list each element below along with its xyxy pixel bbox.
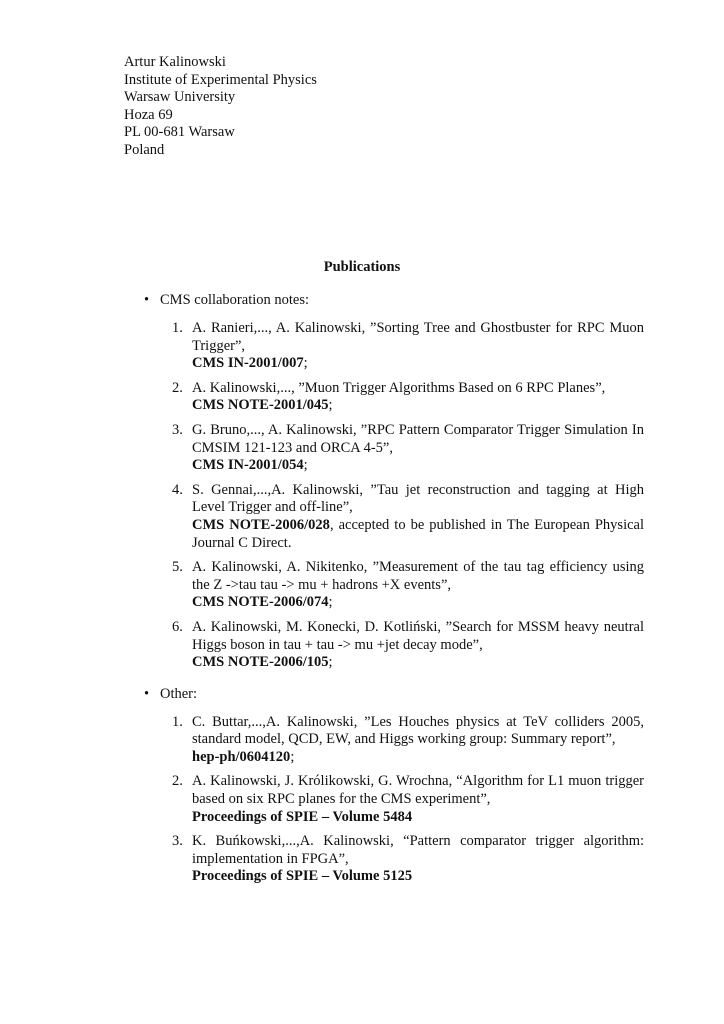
item-suffix: , accepted to be published in The European Physical Journal C Direct. bbox=[192, 516, 644, 551]
item-reference: CMS NOTE-2006/105 bbox=[192, 654, 329, 671]
item-text: A. Ranieri,..., A. Kalinowski, ”Sorting Tree and Ghostbuster for RPC Muon Trigger”, bbox=[192, 320, 644, 354]
item-number: 6. bbox=[172, 618, 183, 635]
item-reference: CMS IN-2001/054 bbox=[192, 457, 304, 474]
address-line-city: PL 00-681 Warsaw bbox=[124, 124, 235, 141]
item-text: C. Buttar,...,A. Kalinowski, ”Les Houches physics at TeV colliders 2005, standard model, QCD, EW, and Higgs working group: Summary report”, bbox=[192, 713, 644, 748]
address-line-street: Hoza 69 bbox=[124, 106, 173, 123]
item-reference: Proceedings of SPIE – Volume 5125 bbox=[192, 868, 413, 885]
publication-item bbox=[124, 773, 644, 826]
publication-item bbox=[124, 380, 644, 415]
publication-item bbox=[124, 619, 644, 672]
section-cms-notes bbox=[124, 292, 644, 672]
publication-item bbox=[124, 559, 644, 612]
section-other bbox=[124, 686, 644, 886]
section-header bbox=[124, 686, 644, 704]
publication-item bbox=[124, 833, 644, 886]
item-number: 1. bbox=[172, 320, 183, 336]
item-number: 5. bbox=[172, 559, 183, 576]
item-text: A. Kalinowski, A. Nikitenko, ”Measurement of the tau tag efficiency using the Z ->tau tau -> mu + hadrons +X events”, bbox=[192, 559, 644, 593]
publication-list bbox=[124, 320, 644, 672]
item-text: A. Kalinowski, J. Królikowski, G. Wrochna, “Algorithm for L1 muon trigger based on six RPC planes for the CMS experiment”, bbox=[192, 773, 644, 808]
item-suffix: ; bbox=[328, 654, 333, 671]
publications-heading: Publications bbox=[323, 259, 401, 275]
publication-item bbox=[124, 714, 644, 767]
publication-item bbox=[124, 422, 644, 475]
item-reference: CMS NOTE-2006/074 bbox=[192, 594, 329, 611]
bullet-icon: • bbox=[144, 292, 150, 308]
address-line-country: Poland bbox=[124, 141, 165, 158]
address-line-university: Warsaw University bbox=[124, 89, 236, 106]
item-reference: CMS NOTE-2006/028 bbox=[192, 516, 330, 533]
item-number: 3. bbox=[172, 421, 183, 438]
publication-item bbox=[124, 320, 644, 373]
publication-item bbox=[124, 482, 644, 552]
address-line-institute: Institute of Experimental Physics bbox=[124, 71, 317, 88]
item-text: K. Buńkowski,...,A. Kalinowski, “Pattern comparator trigger algorithm: implementation in FPGA”, bbox=[192, 833, 644, 867]
section-header bbox=[124, 292, 644, 310]
item-number: 2. bbox=[172, 773, 183, 790]
publications-content bbox=[124, 292, 644, 893]
item-suffix: ; bbox=[290, 748, 295, 765]
section-label: Other: bbox=[160, 685, 198, 702]
item-text: A. Kalinowski,..., ”Muon Trigger Algorithms Based on 6 RPC Planes”, bbox=[192, 379, 606, 396]
publication-list bbox=[124, 714, 644, 886]
item-suffix: ; bbox=[303, 457, 308, 474]
item-number: 1. bbox=[172, 713, 183, 730]
item-reference: CMS IN-2001/007 bbox=[192, 355, 304, 372]
item-text: G. Bruno,..., A. Kalinowski, ”RPC Pattern Comparator Trigger Simulation In CMSIM 121-123 and ORCA 4-5”, bbox=[192, 421, 644, 456]
item-reference: Proceedings of SPIE – Volume 5484 bbox=[192, 808, 413, 825]
item-text: A. Kalinowski, M. Konecki, D. Kotliński, ”Search for MSSM heavy neutral Higgs boson in tau + tau -> mu +jet decay mode”, bbox=[192, 618, 644, 653]
address-line-name: Artur Kalinowski bbox=[124, 54, 226, 70]
item-reference: CMS NOTE-2001/045 bbox=[192, 397, 329, 414]
section-label: CMS collaboration notes: bbox=[160, 292, 310, 308]
item-text: S. Gennai,...,A. Kalinowski, ”Tau jet reconstruction and tagging at High Level Trigger and off-line”, bbox=[192, 481, 644, 516]
item-reference: hep-ph/0604120 bbox=[192, 748, 291, 765]
item-suffix: ; bbox=[303, 355, 308, 372]
author-address-block bbox=[124, 54, 317, 160]
item-number: 2. bbox=[172, 379, 183, 396]
item-number: 4. bbox=[172, 481, 183, 498]
item-number: 3. bbox=[172, 833, 183, 850]
item-suffix: ; bbox=[328, 594, 333, 611]
bullet-icon: • bbox=[144, 685, 150, 702]
item-suffix: ; bbox=[328, 397, 333, 414]
